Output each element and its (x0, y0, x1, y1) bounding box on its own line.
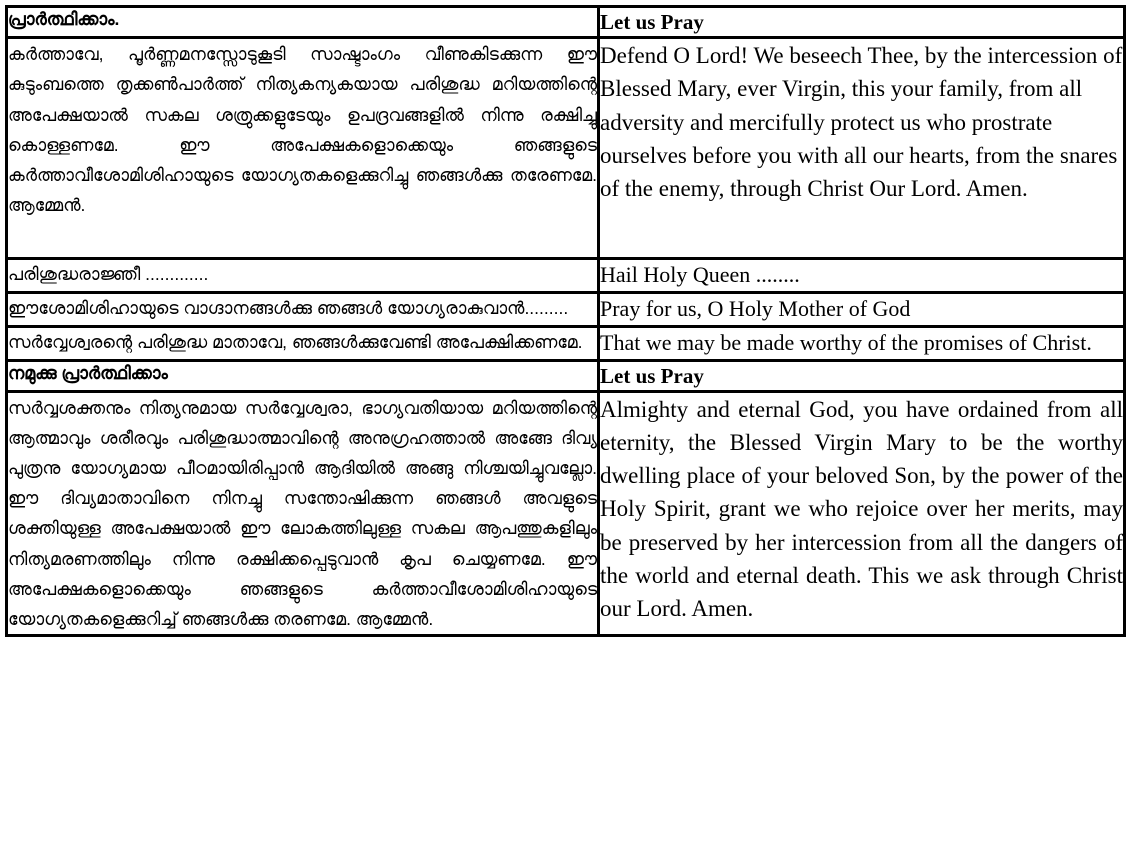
english-heading-let-us-pray-2: Let us Pray (599, 360, 1125, 391)
table-row (7, 38, 1125, 259)
table-row (7, 259, 1125, 293)
malayalam-heading-let-us-pray: പ്രാർത്ഥിക്കാം. (7, 7, 599, 38)
table-row (7, 293, 1125, 327)
malayalam-pray-for-us: ഈശോമിശിഹായുടെ വാഗ്ദാനങ്ങൾക്കു ഞങ്ങൾ യോഗ്യരാകുവാൻ......... (7, 293, 599, 327)
malayalam-worthy-of-promises: സർവ്വേശ്വരന്റെ പരിശുദ്ധ മാതാവേ, ഞങ്ങൾക്കുവേണ്ടി അപേക്ഷിക്കണമേ. (7, 326, 599, 360)
malayalam-heading-namukku-prarthikkam: നമുക്കു പ്രാർത്ഥിക്കാം (7, 360, 599, 391)
english-prayer-defend-o-lord: Defend O Lord! We beseech Thee, by the intercession of Blessed Mary, ever Virgin, this your family, from all adversity and mercifully protect us who prostrate ourselves before you with all our hearts, from the snares of the enemy, through Christ Our Lord. Amen. (599, 38, 1125, 259)
english-prayer-almighty-eternal-god: Almighty and eternal God, you have ordained from all eternity, the Blessed Virgin Mary to be the worthy dwelling place of your beloved Son, by the power of the Holy Spirit, grant we who rejoice over her merits, may be preserved by her intercession from all the dangers of the world and eternal death. This we ask through Christ our Lord. Amen. (599, 392, 1125, 636)
table-row (7, 392, 1125, 636)
malayalam-prayer-almighty-eternal-god: സർവ്വശക്തനും നിത്യനുമായ സർവ്വേശ്വരാ, ഭാഗ്യവതിയായ മറിയത്തിന്റെ ആത്മാവും ശരീരവും പരിശുദ്ധാത്മാവിന്റെ അനുഗ്രഹത്താൽ അങ്ങേ ദിവ്യ പുത്രനു യോഗ്യമായ പീഠമായിരിപ്പാൻ ആദിയിൽ അങ്ങു നിശ്ചയിച്ചുവല്ലോ. ഈ ദിവ്യമാതാവിനെ നിനച്ചു സന്തോഷിക്കുന്ന ഞങ്ങൾ അവളുടെ ശക്തിയുള്ള അപേക്ഷയാൽ ഈ ലോകത്തിലുള്ള സകല ആപത്തുകളിലും നിത്യമരണത്തിലും നിന്നു രക്ഷിക്കപ്പെടുവാൻ കൃപ ചെയ്യണമേ. ഈ അപേക്ഷകളൊക്കെയും ഞങ്ങളുടെ കർത്താവീശോമിശിഹായുടെ യോഗ്യതകളെക്കുറിച്ച് ഞങ്ങൾക്കു തരണമേ. ആമ്മേൻ. (7, 392, 599, 636)
bilingual-prayer-table (5, 5, 1126, 637)
english-pray-for-us: Pray for us, O Holy Mother of God (599, 293, 1125, 327)
table-row (7, 7, 1125, 38)
malayalam-prayer-defend-o-lord: കർത്താവേ, പൂർണ്ണമനസ്സോടുകൂടി സാഷ്ടാംഗം വീണുകിടക്കുന്ന ഈ കുടുംബത്തെ തൃക്കൺപാർത്ത് നിത്യകന്യകയായ പരിശുദ്ധ മറിയത്തിന്റെ അപേക്ഷയാൽ സകല ശത്രുക്കളുടേയും ഉപദ്രവങ്ങളിൽ നിന്നു രക്ഷിച്ചു കൊള്ളണമേ. ഈ അപേക്ഷകളൊക്കെയും ഞങ്ങളുടെ കർത്താവീശോമിശിഹായുടെ യോഗ്യതകളെക്കുറിച്ചു ഞങ്ങൾക്കു തരേണമേ. ആമ്മേൻ. (7, 38, 599, 259)
english-heading-let-us-pray: Let us Pray (599, 7, 1125, 38)
table-row (7, 360, 1125, 391)
english-worthy-of-promises: That we may be made worthy of the promises of Christ. (599, 326, 1125, 360)
english-hail-holy-queen: Hail Holy Queen ........ (599, 259, 1125, 293)
malayalam-hail-holy-queen: പരിശുദ്ധരാജ്ഞീ ............. (7, 259, 599, 293)
table-row (7, 326, 1125, 360)
